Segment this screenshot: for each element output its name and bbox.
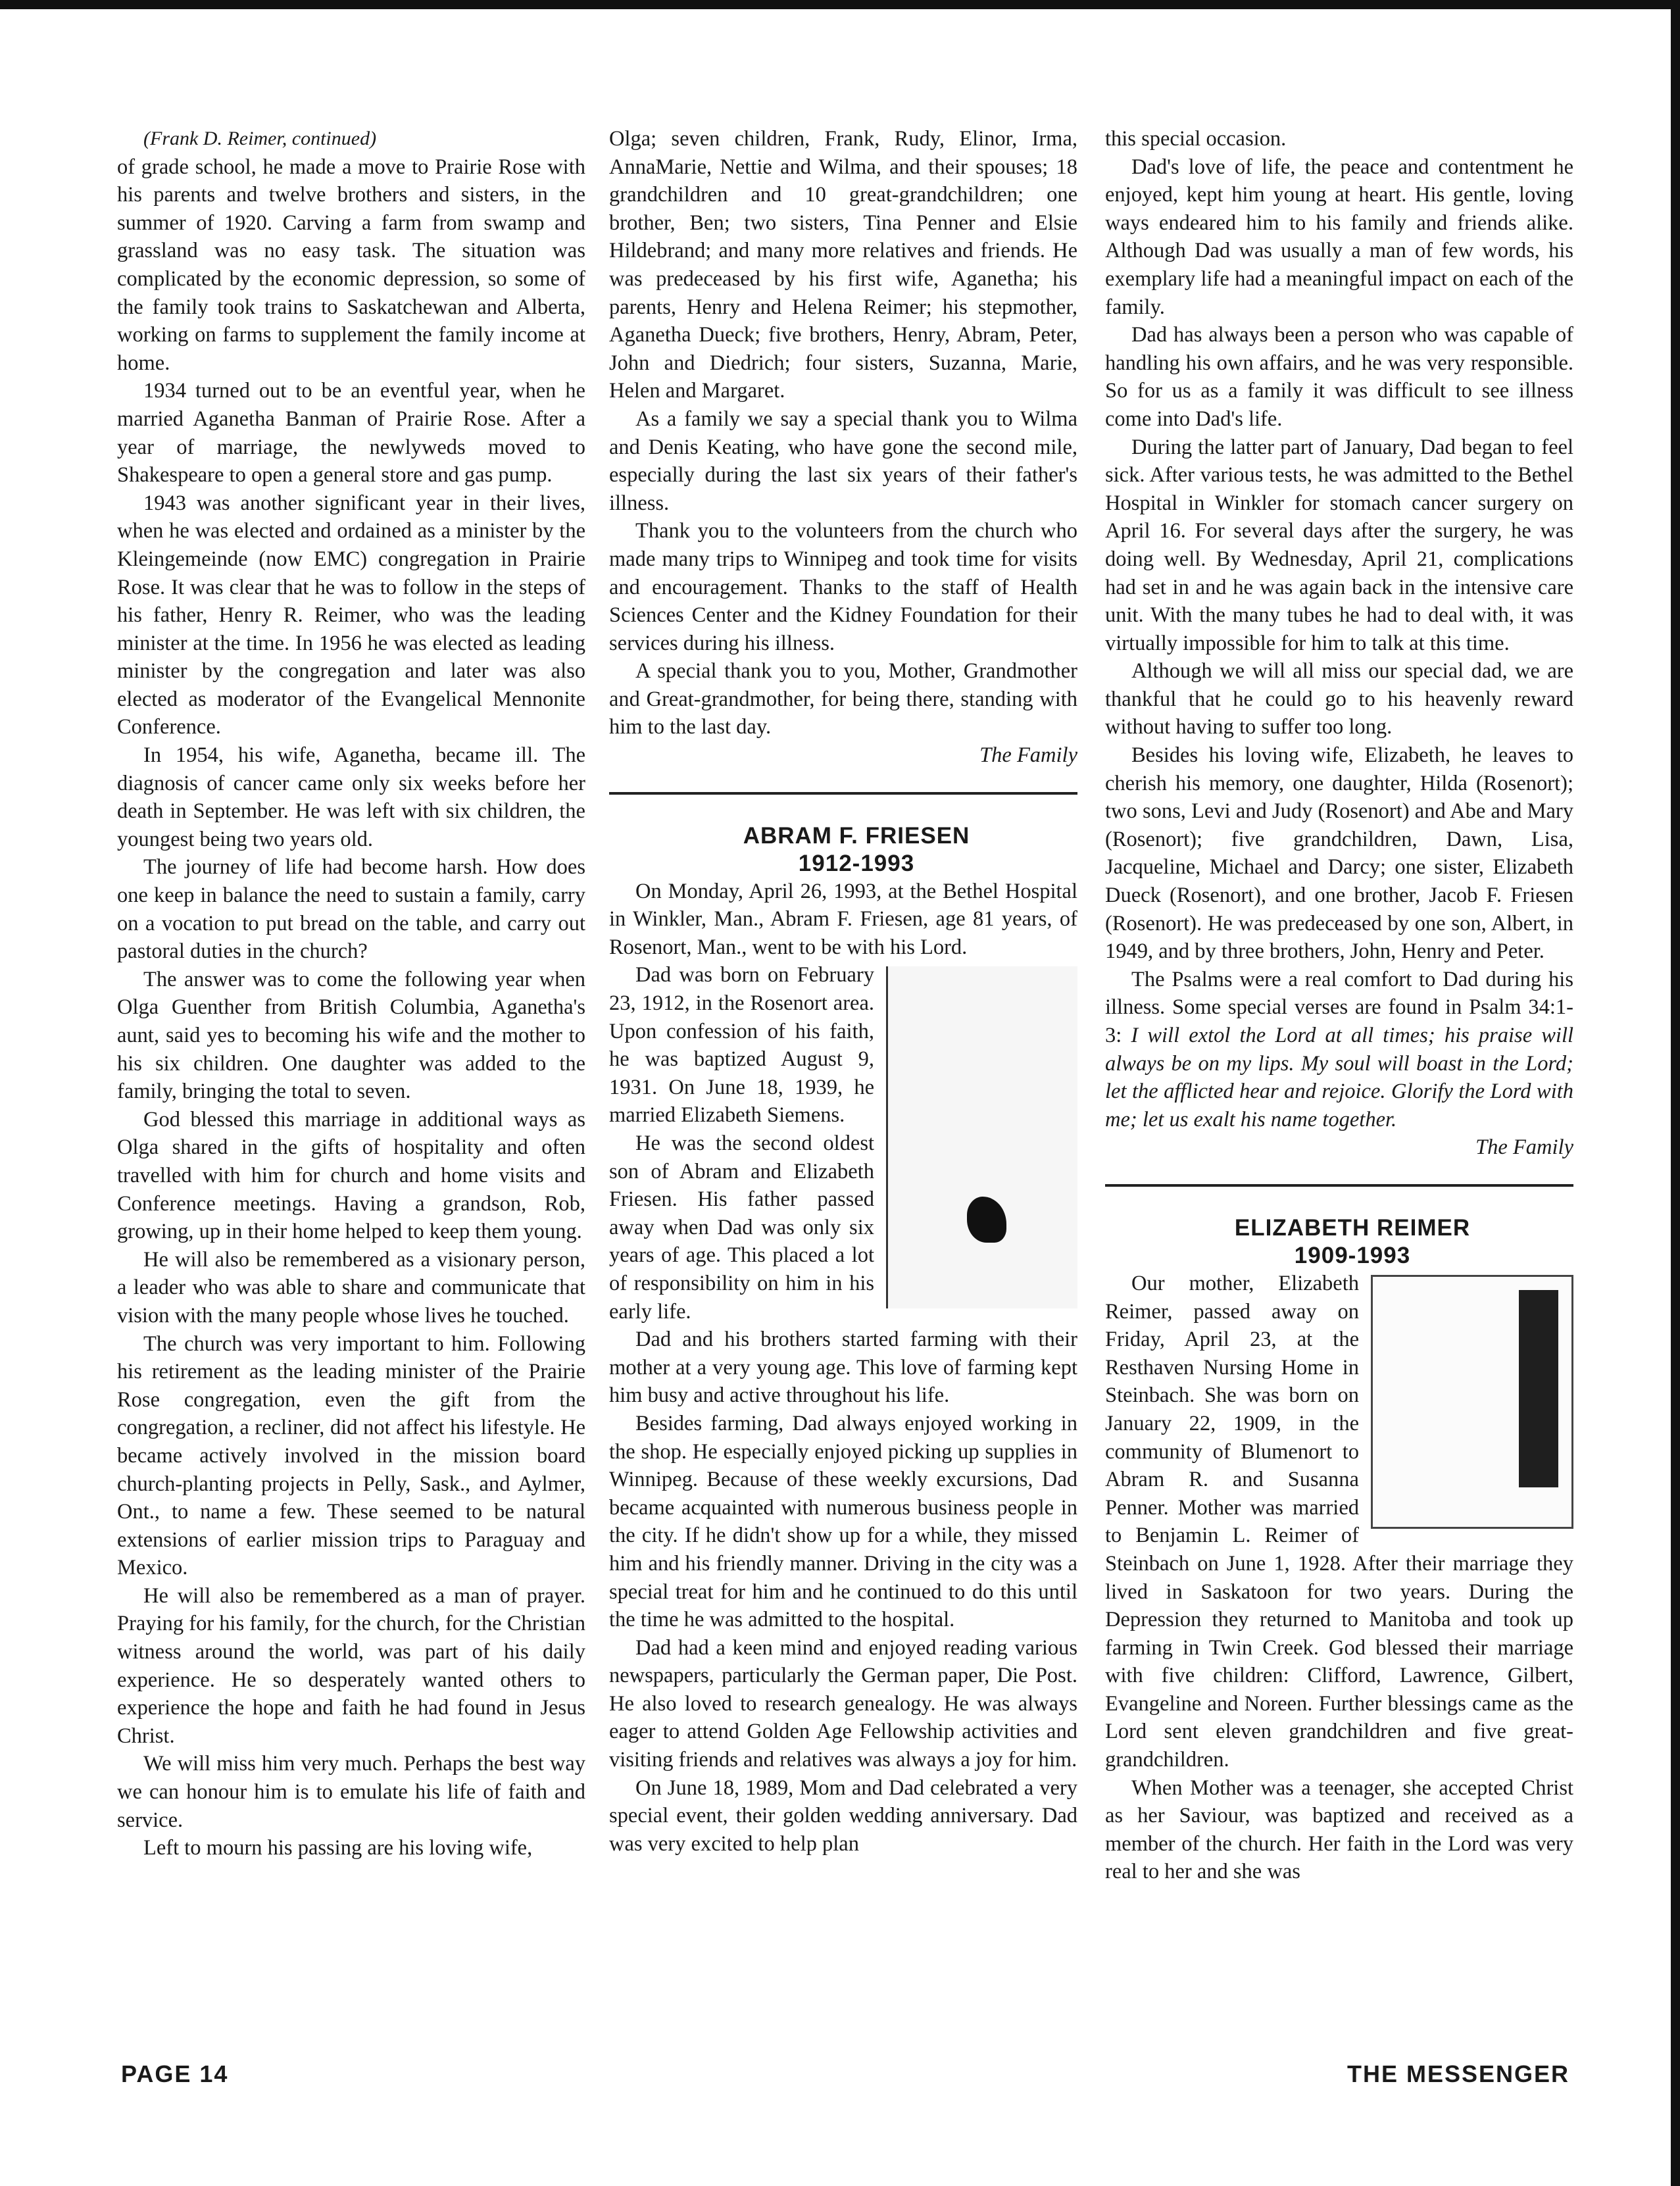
paragraph: God blessed this marriage in additional ways as Olga shared in the gifts of hospitality and often travelled with him for church and home visits and Conference meetings. Having a grandson, Rob, growing, up in their home helped to keep them young. bbox=[117, 1107, 585, 1244]
paragraph bbox=[1105, 966, 1573, 1134]
paragraph: of grade school, he made a move to Prairie Rose with his parents and twelve brothers and sisters, in the summer of 1920. Carving a farm from swamp and grassland was no easy task. The situation was complicated by the economic depression, so some of the family took trains to Saskatchewan and Alberta, working on farms to supplement the family income at home. bbox=[117, 155, 585, 375]
paragraph: Our mother, Elizabeth Reimer, passed away on Friday, April 23, at the Resthaven Nursing Home in Steinbach. She was born on January 22, 1909, in the community of Blumenort to Abram R. and Susanna Penner. Mother was married to Benjamin L. Reimer of Steinbach on June 1, 1928. After their marriage they lived in Saskatoon for two years. During the Depression they returned to Manitoba and took up farming in Twin Creek. God blessed their marriage with five children: Clifford, Lawrence, Gilbert, Evangeline and Noreen. Further blessings came as the Lord sent eleven grandchildren and five great-grandchildren. bbox=[1105, 1271, 1573, 1772]
paragraph: 1943 was another significant year in their lives, when he was elected and ordained as a minister by the Kleingemeinde (now EMC) congregation in Prairie Rose. It was clear that he was to follow in the steps of his father, Henry R. Reimer, who was the leading minister at the time. In 1956 he was elected as leading minister by the congregation and later was also elected as moderator of the Evangelical Mennonite Conference. bbox=[117, 491, 585, 739]
paragraph: Besides farming, Dad always enjoyed working in the shop. He especially enjoyed picking up supplies in Winnipeg. Because of these weekly excursions, Dad became acquainted with numerous business people in the city. If he didn't show up for a while, they missed him and his friendly manner. Driving in the city was a special treat for him and he continued to do this until the time he was admitted to the hospital. bbox=[609, 1411, 1077, 1632]
portrait-photo bbox=[886, 966, 1077, 1308]
paragraph: The answer was to come the following year when Olga Guenther from British Columbia, Aganetha's aunt, said yes to becoming his wife and the mother to his six children. One daughter was added to the family, bringing the total to seven. bbox=[117, 967, 585, 1104]
section-divider bbox=[609, 792, 1077, 795]
paragraph: He will also be remembered as a man of prayer. Praying for his family, for the church, for the Christian witness around the world, was part of his daily experience. He so desperately wanted others to experience the hope and faith he had found in Jesus Christ. bbox=[117, 1583, 585, 1748]
paragraph: During the latter part of January, Dad began to feel sick. After various tests, he was admitted to the Bethel Hospital in Winkler for stomach cancer surgery on April 16. For several days after the surgery, he was doing well. By Wednesday, April 21, complications had set in and he was again back in the intensive care unit. With the many tubes he had to deal with, it was virtually impossible for him to talk at this time. bbox=[1105, 435, 1573, 655]
paragraph: Dad and his brothers started farming with their mother at a very young age. This love of farming kept him busy and active throughout his life. bbox=[609, 1328, 1077, 1408]
signature: The Family bbox=[1475, 1135, 1573, 1160]
paragraph: Although we will all miss our special dad, we are thankful that he could go to his heavenly reward without having to suffer too long. bbox=[1105, 659, 1573, 739]
section-divider bbox=[1105, 1184, 1573, 1187]
paragraph: A special thank you to you, Mother, Grandmother and Great-grandmother, for being there, standing with him to the last day. bbox=[609, 659, 1077, 739]
paragraph: The church was very important to him. Following his retirement as the leading minister of the Prairie Rose congregation, even the gift from the congregation, a recliner, did not affect his lifestyle. He became actively involved in the mission board church-planting projects in Pelly, Sask., and Aylmer, Ont., to name a few. These seemed to be natural extensions of earlier mission trips to Paraguay and Mexico. bbox=[117, 1331, 585, 1580]
paragraph: Dad had a keen mind and enjoyed reading various newspapers, particularly the German paper, Die Post. He also loved to research genealogy. He was always eager to attend Golden Age Fellowship activities and visiting friends and relatives was always a joy for him. bbox=[609, 1635, 1077, 1772]
signature: The Family bbox=[979, 743, 1077, 768]
portrait-photo bbox=[1371, 1275, 1573, 1529]
paragraph: this special occasion. bbox=[1105, 127, 1287, 151]
paragraph: On Monday, April 26, 1993, at the Bethel Hospital in Winkler, Man., Abram F. Friesen, age 81 years, of Rosenort, Man., went to be with his Lord. bbox=[609, 879, 1077, 959]
paragraph: He was the second oldest son of Abram and Elizabeth Friesen. His father passed away when Dad was only six years of age. This placed a lot of responsibility on him in his early life. bbox=[609, 1131, 874, 1324]
paragraph: Dad has always been a person who was capable of handling his own affairs, and he was very responsible. So for us as a family it was difficult to see illness come into Dad's life. bbox=[1105, 323, 1573, 431]
paragraph: Dad's love of life, the peace and contentment he enjoyed, kept him young at heart. His gentle, loving ways endeared him to his family and friends alike. Although Dad was usually a man of few words, his exemplary life had a meaningful impact on each of the family. bbox=[1105, 155, 1573, 319]
obituary-years: 1912-1993 bbox=[798, 850, 915, 876]
obituary-name: ELIZABETH REIMER bbox=[1234, 1214, 1471, 1241]
paragraph: Besides his loving wife, Elizabeth, he leaves to cherish his memory, one daughter, Hilda (Rosenort); two sons, Levi and Judy (Rosenort) and Abe and Mary (Rosenort); five grandchildren, Dawn, Lisa, Jacqueline, Michael and Darcy; one sister, Elizabeth Dueck (Rosenort), and one brother, Jacob F. Friesen (Rosenort). He was predeceased by one son, Albert, in 1949, and by three brothers, John, Henry and Peter. bbox=[1105, 743, 1573, 964]
page-border-right bbox=[1671, 0, 1680, 2186]
paragraph: Thank you to the volunteers from the church who made many trips to Winnipeg and took time for visits and encouragement. Thanks to the staff of Health Sciences Center and the Kidney Foundation for their services during his illness. bbox=[609, 519, 1077, 655]
paragraph: In 1954, his wife, Aganetha, became ill. The diagnosis of cancer came only six weeks before her death in September. He was left with six children, the youngest being two years old. bbox=[117, 743, 585, 851]
paragraph: He will also be remembered as a visionary person, a leader who was able to share and communicate that vision with the many people whose lives he touched. bbox=[117, 1247, 585, 1328]
paragraph: Left to mourn his passing are his loving wife, bbox=[143, 1836, 533, 1860]
continuation-tag: (Frank D. Reimer, continued) bbox=[143, 128, 377, 149]
column-2 bbox=[609, 125, 1077, 2046]
paragraph: On June 18, 1989, Mom and Dad celebrated a very special event, their golden wedding anniversary. Dad was very excited to help plan bbox=[609, 1776, 1077, 1856]
paragraph: The journey of life had become harsh. How does one keep in balance the need to sustain a family, carry on a vocation to put bread on the table, and carry out pastoral duties in the church? bbox=[117, 855, 585, 964]
paragraph: 1934 turned out to be an eventful year, when he married Aganetha Banman of Prairie Rose. After a year of marriage, the newlyweds moved to Shakespeare to open a general store and gas pump. bbox=[117, 379, 585, 487]
paragraph: Olga; seven children, Frank, Rudy, Elinor, Irma, AnnaMarie, Nettie and Wilma, and their spouses; 18 grandchildren and 10 great-grandchildren; one brother, Ben; two sisters, Tina Penner and Elsie Hildebrand; and many more relatives and friends. He was predeceased by his first wife, Aganetha; his parents, Henry and Helena Reimer; his stepmother, Aganetha Dueck; five brothers, Henry, Abram, Peter, John and Diedrich; four sisters, Suzanna, Marie, Helen and Margaret. bbox=[609, 127, 1077, 403]
page-number: PAGE 14 bbox=[121, 2060, 229, 2087]
psalm-intro: The Psalms were a real comfort to Dad during his illness. Some special verses are found in Psalm 34:1-3: bbox=[1105, 967, 1573, 1047]
paragraph: As a family we say a special thank you to Wilma and Denis Keating, who have gone the second mile, especially during the last six years of their father's illness. bbox=[609, 407, 1077, 515]
column-3 bbox=[1105, 125, 1573, 2046]
paragraph: When Mother was a teenager, she accepted Christ as her Saviour, was baptized and received as a member of the church. Her faith in the Lord was very real to her and she was bbox=[1105, 1776, 1573, 1884]
paragraph: Dad was born on February 23, 1912, in the Rosenort area. Upon confession of his faith, he was baptized August 9, 1931. On June 18, 1939, he married Elizabeth Siemens. bbox=[609, 963, 874, 1128]
psalm-quote: I will extol the Lord at all times; his praise will always be on my lips. My soul will boast in the Lord; let the afflicted hear and rejoice. Glorify the Lord with me; let us exalt his name together. bbox=[1105, 1024, 1573, 1131]
column-1 bbox=[117, 125, 585, 2046]
obituary-years: 1909-1993 bbox=[1294, 1242, 1411, 1268]
page-border-top bbox=[0, 0, 1680, 9]
publication-name: THE MESSENGER bbox=[1346, 2060, 1569, 2087]
paragraph: We will miss him very much. Perhaps the best way we can honour him is to emulate his life of faith and service. bbox=[117, 1752, 585, 1832]
obituary-name: ABRAM F. FRIESEN bbox=[743, 822, 970, 849]
